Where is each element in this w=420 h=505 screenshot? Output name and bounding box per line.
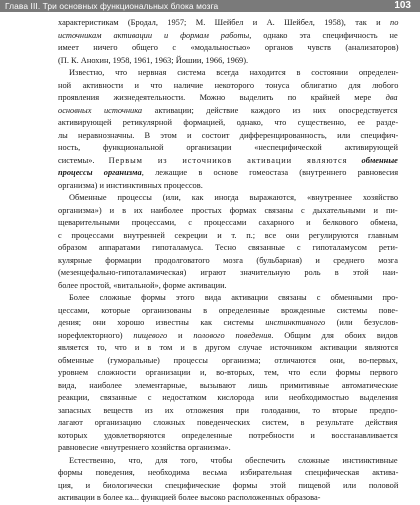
text-run: лы неравнозначны. В этом и состоит дифференцированность, или специфич-: [58, 130, 399, 140]
text-run: , лежащие в основе гомеостаза (внутреннего равновесия: [141, 168, 399, 177]
text-line: [58, 417, 398, 430]
text-line: [58, 267, 398, 280]
text-line: [58, 42, 398, 55]
text-line: [58, 430, 398, 443]
text-line: [58, 317, 398, 330]
italic-text: пищевого: [133, 330, 168, 340]
text-run: вида, наиболее элементарные, вызывают лишь примитивные автоматические: [58, 380, 398, 390]
chapter-title: Глава III. Три основных функциональных блока мозга: [5, 1, 219, 11]
text-line: [58, 467, 398, 480]
text-line: [58, 305, 398, 318]
text-run: с процессами внутренней секреции и т. п.; все они регулируются главным: [58, 230, 399, 240]
text-run: активирующей ретикулярной формацией, однако, что существенно, ее разде-: [58, 118, 399, 127]
text-line: [58, 330, 398, 343]
text-line: [58, 142, 398, 155]
body-text: [58, 17, 398, 505]
text-line: [58, 392, 398, 405]
text-run: норефлекторного): [58, 330, 134, 340]
text-run: щеварительными процессами, с процессами сахарного и белкового обмена,: [58, 218, 398, 227]
text-run: Обменные процессы (или, как иногда выражаются, «внутреннее хозяйство: [69, 193, 399, 202]
paragraph: [58, 67, 398, 192]
text-line: [58, 167, 398, 180]
text-run: цессами, которые организованы в определенные врожденные системы пове-: [58, 305, 398, 315]
text-run: системы».: [58, 155, 109, 165]
text-run: является то, что и в том и в другом случае источником активации являются: [58, 343, 399, 352]
text-run: уровнем сложности организации и, во-вторых, тем, что если формы первого: [58, 368, 398, 377]
italic-text: полового поведения: [193, 330, 272, 340]
text-run: запасных веществ из их отложения при голодании, то вторые предпо-: [58, 405, 398, 415]
text-line: [58, 67, 398, 80]
text-line: [58, 55, 398, 68]
text-run: равновесие «внутреннего хозяйства организма».: [58, 443, 231, 452]
text-run: (П. К. Анохин, 1958, 1961, 1963; Йошии, 1966, 1969).: [58, 55, 249, 65]
text-run: проявления жизнедеятельности. Можно выделить по крайней мере: [58, 93, 386, 102]
text-run: Известно, что нервная система всегда находится в состоянии определен-: [69, 68, 399, 77]
text-line: [58, 292, 398, 305]
text-run: (мезенцефально-гипоталамическая) играют значительную роль в этой наи-: [58, 268, 399, 277]
text-line: [58, 242, 398, 255]
paragraph: [58, 292, 398, 455]
text-run: лагают организацию сложных поведенческих систем, в результате действия: [58, 418, 398, 427]
bold-italic-text: процессы организма: [58, 168, 142, 177]
italic-text: источникам активации и формам работы: [58, 30, 250, 40]
text-run: активации; действие каждого из них опосредствуется: [142, 105, 398, 115]
text-line: [58, 355, 398, 368]
text-line: [58, 105, 398, 118]
text-run: Естественно, что, для того, чтобы обеспечить сложные инстинктивные: [69, 455, 398, 465]
italic-text: два: [385, 93, 398, 102]
bold-italic-text: обменные: [361, 155, 398, 165]
text-run: и: [167, 330, 194, 340]
text-line: [58, 155, 398, 168]
text-run: . Общим для обоих видов: [271, 330, 398, 340]
text-run: дения; они хорошо известны как системы: [58, 318, 266, 327]
paragraph: [58, 17, 398, 67]
text-line: [58, 230, 398, 243]
text-run: которых удовлетворяются определенные потребности и восстанавливается: [58, 430, 398, 440]
page-number: 103: [394, 0, 411, 11]
text-run: более простой, «витальной», форме активации.: [58, 280, 227, 290]
text-run: (или безуслов-: [325, 318, 399, 327]
running-header: [0, 0, 420, 12]
text-line: [58, 217, 398, 230]
text-line: [58, 30, 398, 43]
text-run: организма) и инстинктивных процессов.: [58, 180, 203, 190]
text-line: [58, 80, 398, 93]
text-run: активации в более ка... функцией более высоко расположенных образова-: [58, 493, 321, 502]
text-run: ность, функциональной организации «неспецифической активирующей: [58, 143, 399, 152]
text-line: [58, 480, 398, 493]
text-line: [58, 442, 398, 455]
text-line: [58, 342, 398, 355]
text-line: [58, 130, 398, 143]
text-line: [58, 180, 398, 193]
text-line: [58, 380, 398, 393]
text-run: обменные (гуморальные) процессы организма; отличаются они, во-первых,: [58, 355, 398, 365]
paragraph: [58, 192, 398, 292]
text-run: формы поведения, необходима весьма избирательная специфическая актива-: [58, 468, 399, 477]
paragraph: [58, 455, 398, 505]
text-run: образом аппаратами гипоталамуса. Тесно связанные с гипоталамусом рети-: [58, 243, 398, 252]
text-run: кулярные формации продолговатого мозга (бульбарная) и среднего мозга: [58, 255, 398, 265]
italic-text: инстинктивного: [265, 318, 326, 327]
text-run: реакции, связанные с недостатком кислорода или необходимостью выделения: [58, 393, 399, 402]
text-line: [58, 117, 398, 130]
text-run: организма») и в их наиболее простых формах связаны с дыхательными и пи-: [58, 205, 398, 215]
spaced-text: Первым из источников активации являются: [108, 155, 348, 165]
text-run: ной активности и что наличие некоторого тонуса облигатно для любого: [58, 80, 399, 90]
text-line: [58, 205, 398, 218]
italic-text: по: [390, 18, 399, 27]
text-line: [58, 92, 398, 105]
text-run: Более сложные формы этого вида активации связаны с обменными про-: [69, 293, 399, 302]
text-line: [58, 280, 398, 293]
text-line: [58, 255, 398, 268]
text-run: характеристикам (Бродал, 1957; М. Шейбел и А. Шейбел, 1958), так и: [58, 18, 390, 27]
italic-text: основных источника: [58, 105, 143, 115]
text-line: [58, 492, 398, 505]
text-line: [58, 192, 398, 205]
text-line: [58, 367, 398, 380]
text-run: ция, и биологически специфические формы этой пищевой или половой: [58, 480, 399, 490]
text-line: [58, 405, 398, 418]
text-run: , однако эта специфичность не: [249, 30, 398, 40]
text-run: [347, 156, 361, 165]
text-line: [58, 455, 398, 468]
text-line: [58, 17, 398, 30]
text-run: имеет ничего общего с «модальностью» органов чувств (анализаторов): [58, 43, 399, 52]
